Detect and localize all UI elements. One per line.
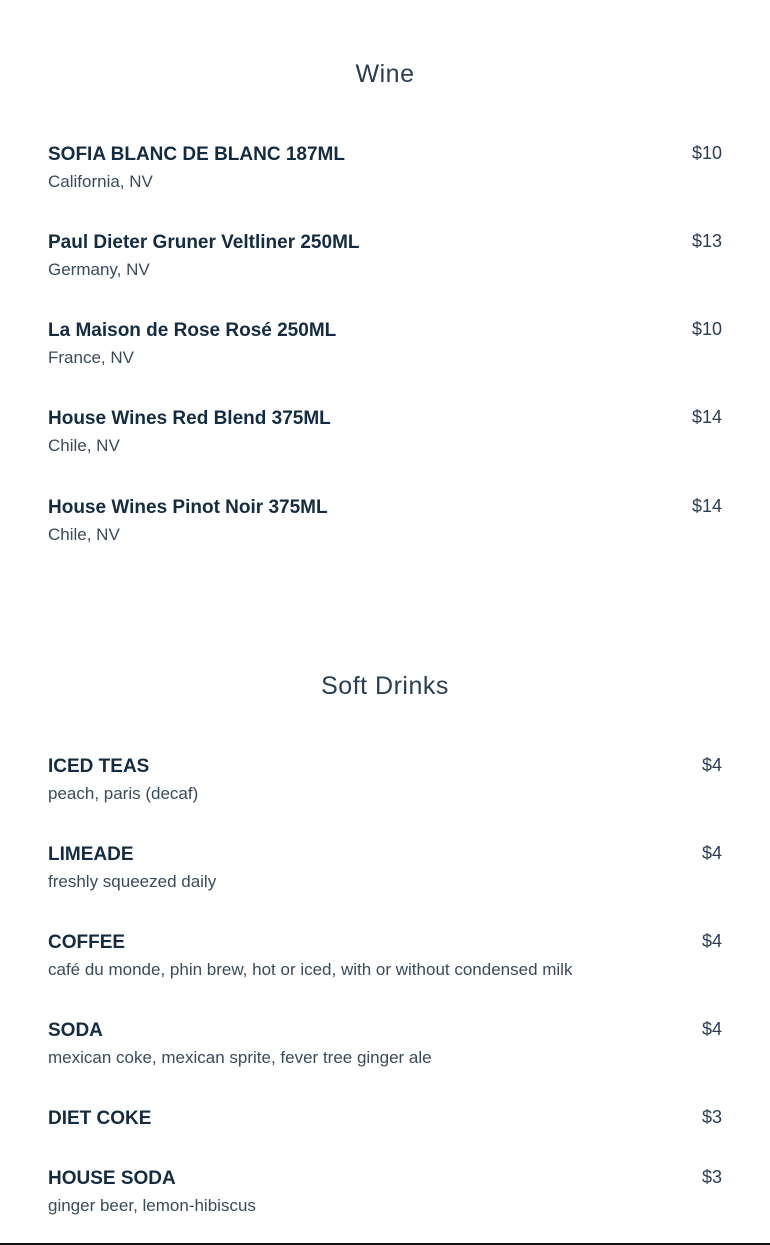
item-description: California, NV bbox=[48, 172, 153, 191]
item-price: $14 bbox=[691, 407, 722, 427]
item-price: $10 bbox=[691, 143, 722, 163]
item-description: Germany, NV bbox=[48, 260, 150, 279]
menu-item bbox=[48, 144, 722, 192]
item-description: mexican coke, mexican sprite, fever tree ginger ale bbox=[48, 1048, 432, 1067]
item-name: DIET COKE bbox=[48, 1108, 152, 1129]
item-price: $4 bbox=[701, 1019, 722, 1039]
item-description: Chile, NV bbox=[48, 525, 120, 544]
item-description: France, NV bbox=[48, 348, 134, 367]
menu-item bbox=[48, 497, 722, 545]
menu-item bbox=[48, 844, 722, 892]
item-description: ginger beer, lemon-hibiscus bbox=[48, 1196, 256, 1215]
item-description: café du monde, phin brew, hot or iced, with or without condensed milk bbox=[48, 960, 573, 979]
menu-item bbox=[48, 320, 722, 368]
item-name: Paul Dieter Gruner Veltliner 250ML bbox=[48, 232, 360, 253]
item-name: ICED TEAS bbox=[48, 756, 150, 777]
item-description: freshly squeezed daily bbox=[48, 872, 217, 891]
item-name: SODA bbox=[48, 1020, 103, 1041]
item-description: Chile, NV bbox=[48, 436, 120, 455]
menu-item bbox=[48, 408, 722, 456]
item-name: SOFIA BLANC DE BLANC 187ML bbox=[48, 144, 345, 165]
menu-item bbox=[48, 1020, 722, 1068]
menu-item bbox=[48, 1168, 722, 1216]
item-price: $10 bbox=[691, 319, 722, 339]
item-price: $13 bbox=[691, 231, 722, 251]
item-price: $4 bbox=[701, 755, 722, 775]
menu-item bbox=[48, 756, 722, 804]
item-price: $14 bbox=[691, 496, 722, 516]
item-name: HOUSE SODA bbox=[48, 1168, 176, 1189]
item-price: $3 bbox=[701, 1167, 722, 1187]
item-price: $3 bbox=[701, 1107, 722, 1127]
section-title-wine: Wine bbox=[355, 60, 415, 88]
item-name: LIMEADE bbox=[48, 844, 134, 865]
item-name: COFFEE bbox=[48, 932, 126, 953]
menu-item bbox=[48, 932, 722, 980]
item-name: House Wines Red Blend 375ML bbox=[48, 408, 331, 429]
item-description: peach, paris (decaf) bbox=[48, 784, 199, 803]
item-price: $4 bbox=[701, 843, 722, 863]
section-title-soft-drinks: Soft Drinks bbox=[321, 672, 449, 700]
item-price: $4 bbox=[701, 931, 722, 951]
item-name: La Maison de Rose Rosé 250ML bbox=[48, 320, 337, 341]
menu-item bbox=[48, 1108, 722, 1130]
item-name: House Wines Pinot Noir 375ML bbox=[48, 497, 328, 518]
menu-item bbox=[48, 232, 722, 280]
